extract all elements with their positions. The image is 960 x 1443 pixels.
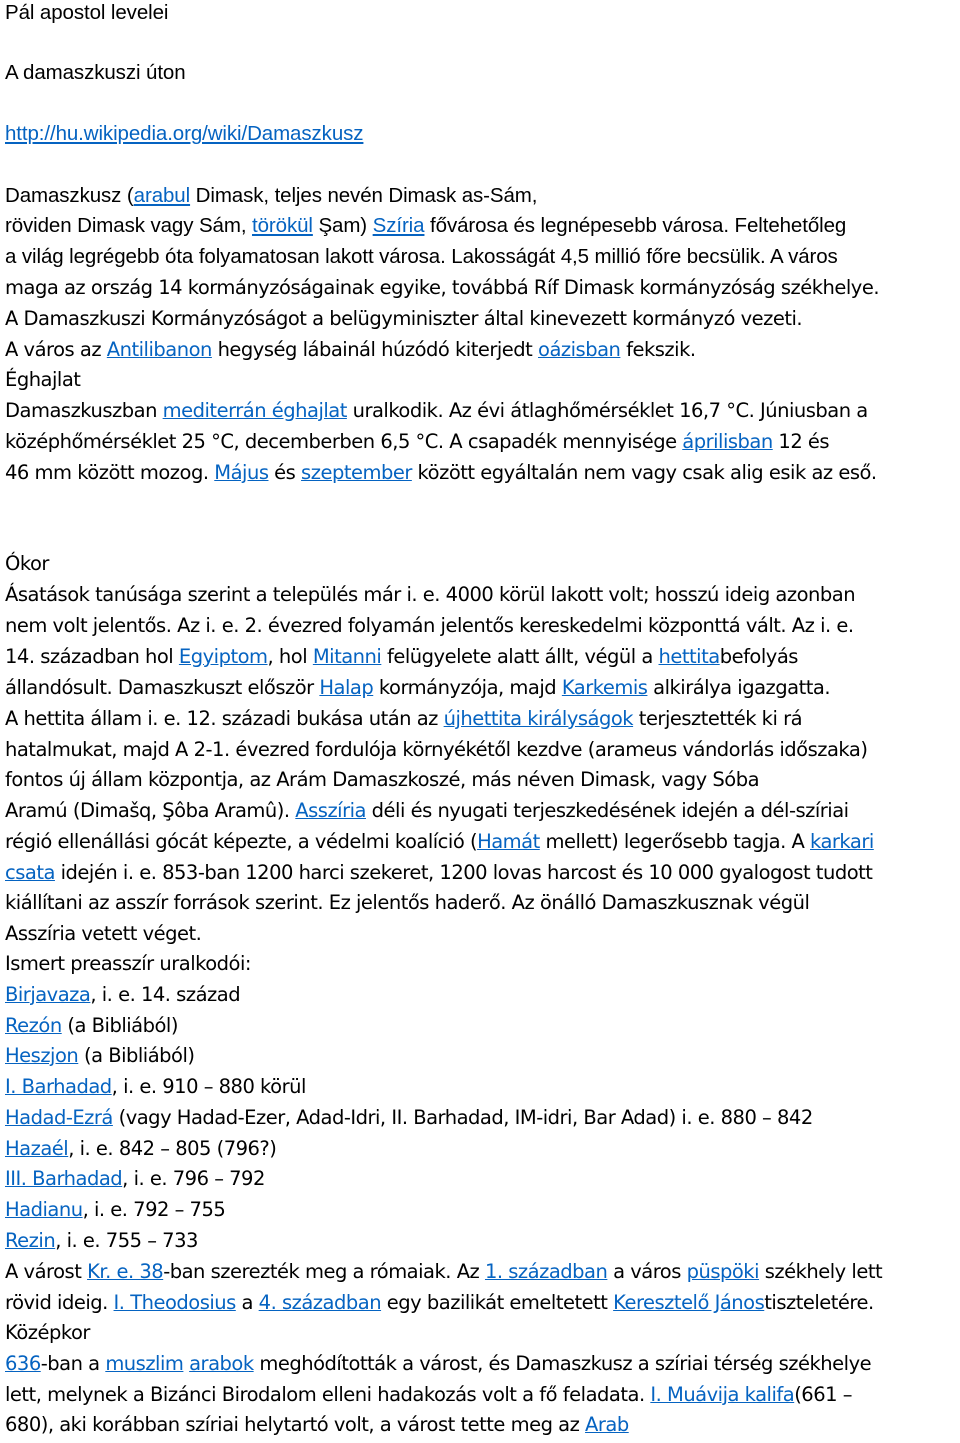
text-segment: röviden Dimask vagy Sám, bbox=[5, 214, 253, 237]
hyperlink[interactable]: Rezin bbox=[5, 1229, 56, 1252]
text-segment: egy bazilikát emeltetett bbox=[381, 1291, 614, 1314]
text-line bbox=[5, 0, 168, 26]
text-segment: (a Bibliából) bbox=[78, 1044, 195, 1067]
text-line bbox=[5, 706, 802, 732]
hyperlink[interactable]: Karkemis bbox=[561, 676, 648, 699]
text-segment: Ókor bbox=[5, 552, 49, 575]
text-segment: , hol bbox=[267, 645, 313, 668]
hyperlink[interactable]: http://hu.wikipedia.org/wiki/Damaszkusz bbox=[5, 122, 364, 145]
hyperlink[interactable]: püspöki bbox=[686, 1260, 760, 1283]
text-segment: fekszik. bbox=[620, 338, 696, 361]
text-segment: a világ legrégebb óta folyamatosan lakott városa. Lakosságát 4,5 millió főre becsülik. A város bbox=[5, 245, 838, 268]
hyperlink[interactable]: Egyiptom bbox=[178, 645, 268, 668]
hyperlink[interactable]: 4. században bbox=[258, 1291, 382, 1314]
text-segment: -ban a bbox=[40, 1352, 106, 1375]
text-segment: kormányzója, majd bbox=[373, 676, 562, 699]
text-segment: középhőmérséklet 25 °C, decemberben 6,5 °C. A csapadék mennyisége bbox=[5, 430, 683, 453]
text-line bbox=[5, 798, 849, 824]
hyperlink[interactable]: oázisban bbox=[538, 338, 621, 361]
text-segment: meghódították a várost, és Damaszkusz a szíriai térség székhelye bbox=[253, 1352, 872, 1375]
hyperlink[interactable]: áprilisban bbox=[682, 430, 773, 453]
hyperlink[interactable]: muszlim bbox=[105, 1352, 184, 1375]
hyperlink[interactable]: törökül bbox=[252, 214, 313, 237]
text-segment: rövid ideig. bbox=[5, 1291, 114, 1314]
hyperlink[interactable]: Hamát bbox=[477, 830, 540, 853]
hyperlink[interactable]: III. Barhadad bbox=[5, 1167, 123, 1190]
text-segment: régió ellenállási gócát képezte, a védelmi koalíció ( bbox=[5, 830, 478, 853]
text-line bbox=[5, 1074, 306, 1100]
text-segment: állandósult. Damaszkuszt először bbox=[5, 676, 320, 699]
text-segment: Ásatások tanúsága szerint a település már i. e. 4000 körül lakott volt; hosszú ideig azonban bbox=[5, 583, 856, 606]
text-segment: , i. e. 842 – 805 (796?) bbox=[68, 1137, 277, 1160]
text-segment: Aramú (Dimašq, Şôba Aramû). bbox=[5, 799, 296, 822]
text-segment: A város az bbox=[5, 338, 107, 361]
text-line bbox=[5, 275, 879, 301]
text-segment: hatalmukat, majd A 2-1. évezred fordulója környékétől kezdve (arameus vándorlás időszaka) bbox=[5, 738, 868, 761]
text-line bbox=[5, 951, 251, 977]
hyperlink[interactable]: szeptember bbox=[301, 461, 412, 484]
text-segment: , i. e. 792 – 755 bbox=[82, 1198, 226, 1221]
text-line bbox=[5, 890, 809, 916]
text-segment: , i. e. 755 – 733 bbox=[55, 1229, 198, 1252]
text-segment: A várost bbox=[5, 1260, 88, 1283]
text-line bbox=[5, 1013, 178, 1039]
text-segment: Pál apostol levelei bbox=[5, 1, 169, 24]
hyperlink[interactable]: arabok bbox=[189, 1352, 254, 1375]
text-segment: maga az ország 14 kormányzóságainak egyike, továbbá Ríf Dimask kormányzóság székhelye. bbox=[5, 276, 880, 299]
hyperlink[interactable]: arabul bbox=[133, 184, 191, 207]
text-segment: idején i. e. 853-ban 1200 harci szekeret, 1200 lovas harcost és 10 000 gyalogost tudott bbox=[54, 861, 873, 884]
text-segment: hegység lábainál húzódó kiterjedt bbox=[211, 338, 539, 361]
text-segment: Dimask, teljes nevén Dimask as-Sám, bbox=[190, 184, 538, 207]
text-segment: -ban szerezték meg a rómaiak. Az bbox=[163, 1260, 485, 1283]
text-line bbox=[5, 429, 829, 455]
text-line bbox=[5, 121, 363, 147]
text-line bbox=[5, 613, 854, 639]
text-line bbox=[5, 213, 846, 239]
hyperlink[interactable]: Arab bbox=[585, 1413, 629, 1436]
hyperlink[interactable]: Asszíria bbox=[295, 799, 366, 822]
text-segment: , i. e. 796 – 792 bbox=[122, 1167, 265, 1190]
text-segment: uralkodik. Az évi átlaghőmérséklet 16,7 °C. Júniusban a bbox=[346, 399, 868, 422]
text-segment: kiállítani az asszír források szerint. Ez jelentős haderő. Az önálló Damaszkusznak végül bbox=[5, 891, 810, 914]
hyperlink[interactable]: 636 bbox=[5, 1352, 41, 1375]
text-segment: nem volt jelentős. Az i. e. 2. évezred folyamán jelentős kereskedelmi központtá vált. Az i. e. bbox=[5, 614, 854, 637]
text-segment: székhely lett bbox=[759, 1260, 883, 1283]
text-line bbox=[5, 460, 877, 486]
text-segment: Şam) bbox=[312, 214, 373, 237]
hyperlink[interactable]: Rezón bbox=[5, 1014, 62, 1037]
text-segment: A damaszkuszi úton bbox=[5, 61, 186, 84]
hyperlink[interactable]: Hadianu bbox=[5, 1198, 83, 1221]
text-line bbox=[5, 582, 855, 608]
text-segment: 12 és bbox=[772, 430, 830, 453]
hyperlink[interactable]: I. Barhadad bbox=[5, 1075, 112, 1098]
text-segment: 680), aki korábban szíriai helytartó volt, a várost tette meg az bbox=[5, 1413, 586, 1436]
text-segment: (vagy Hadad-Ezer, Adad-Idri, II. Barhadad, IM-idri, Bar Adad) i. e. 880 – 842 bbox=[112, 1106, 813, 1129]
text-segment: között egyáltalán nem vagy csak alig esik az eső. bbox=[411, 461, 877, 484]
text-segment: befolyás bbox=[719, 645, 798, 668]
text-segment: Középkor bbox=[5, 1321, 90, 1344]
text-line bbox=[5, 1259, 882, 1285]
text-line bbox=[5, 644, 798, 670]
text-segment: Ismert preasszír uralkodói: bbox=[5, 952, 251, 975]
text-line bbox=[5, 60, 186, 86]
text-line bbox=[5, 306, 802, 332]
text-segment: Éghajlat bbox=[5, 368, 81, 391]
text-line bbox=[5, 767, 759, 793]
text-line bbox=[5, 183, 537, 209]
hyperlink[interactable]: I. Muávija kalifa bbox=[650, 1383, 795, 1406]
text-line bbox=[5, 737, 867, 763]
hyperlink[interactable]: Hadad-Ezrá bbox=[5, 1106, 113, 1129]
text-segment: terjesztették ki rá bbox=[633, 707, 803, 730]
hyperlink[interactable]: mediterrán éghajlat bbox=[162, 399, 347, 422]
hyperlink[interactable]: hettita bbox=[658, 645, 720, 668]
text-segment: alkirálya igazgatta. bbox=[647, 676, 831, 699]
text-segment: déli és nyugati terjeszkedésének idején a dél-szíriai bbox=[365, 799, 849, 822]
hyperlink[interactable]: Május bbox=[214, 461, 269, 484]
hyperlink[interactable]: Keresztelő János bbox=[613, 1291, 765, 1314]
hyperlink[interactable]: 1. században bbox=[484, 1260, 608, 1283]
text-segment: Damaszkuszban bbox=[5, 399, 163, 422]
text-line bbox=[5, 1136, 276, 1162]
text-segment: és bbox=[268, 461, 302, 484]
text-segment: fontos új állam központja, az Arám Damaszkoszé, más néven Dimask, vagy Sóba bbox=[5, 768, 760, 791]
text-segment: Asszíria vetett véget. bbox=[5, 922, 202, 945]
hyperlink[interactable]: Szíria bbox=[372, 214, 425, 237]
text-segment: (a Bibliából) bbox=[61, 1014, 178, 1037]
hyperlink[interactable]: újhettita királyságok bbox=[443, 707, 634, 730]
text-line bbox=[5, 398, 868, 424]
text-segment: felügyelete alatt állt, végül a bbox=[381, 645, 659, 668]
text-line bbox=[5, 1351, 871, 1377]
hyperlink[interactable]: Halap bbox=[319, 676, 374, 699]
text-segment: a bbox=[235, 1291, 259, 1314]
text-segment: fővárosa és legnépesebb városa. Feltehetőleg bbox=[424, 214, 847, 237]
text-segment: (661 – bbox=[794, 1383, 852, 1406]
text-line bbox=[5, 551, 49, 577]
text-line bbox=[5, 1290, 874, 1316]
text-line bbox=[5, 367, 80, 393]
text-line bbox=[5, 337, 696, 363]
text-segment: 14. században hol bbox=[5, 645, 179, 668]
text-segment: a város bbox=[607, 1260, 687, 1283]
text-segment: Damaszkusz ( bbox=[5, 184, 134, 207]
text-line bbox=[5, 1320, 90, 1346]
text-line bbox=[5, 1228, 198, 1254]
hyperlink[interactable]: Birjavaza bbox=[5, 983, 91, 1006]
hyperlink[interactable]: csata bbox=[5, 861, 55, 884]
text-line bbox=[5, 982, 240, 1008]
hyperlink[interactable]: karkari bbox=[810, 830, 874, 853]
text-segment: 46 mm között mozog. bbox=[5, 461, 215, 484]
hyperlink[interactable]: Heszjon bbox=[5, 1044, 79, 1067]
text-segment: tiszteletére. bbox=[764, 1291, 874, 1314]
hyperlink[interactable]: Mitanni bbox=[312, 645, 382, 668]
hyperlink[interactable]: I. Theodosius bbox=[113, 1291, 236, 1314]
text-segment: lett, melynek a Bizánci Birodalom elleni hadakozás volt a fő feladata. bbox=[5, 1383, 651, 1406]
text-line bbox=[5, 1412, 629, 1438]
text-line bbox=[5, 829, 874, 855]
text-line bbox=[5, 860, 872, 886]
text-line bbox=[5, 921, 201, 947]
text-segment: , i. e. 14. század bbox=[90, 983, 241, 1006]
text-line bbox=[5, 1197, 225, 1223]
text-line bbox=[5, 1382, 852, 1408]
text-line bbox=[5, 675, 830, 701]
text-segment: A Damaszkuszi Kormányzóságot a belügyminiszter által kinevezett kormányzó vezeti. bbox=[5, 307, 803, 330]
text-segment: mellett) legerősebb tagja. A bbox=[539, 830, 811, 853]
hyperlink[interactable]: Hazaél bbox=[5, 1137, 69, 1160]
text-line bbox=[5, 1166, 265, 1192]
text-line bbox=[5, 244, 838, 270]
text-segment: , i. e. 910 – 880 körül bbox=[111, 1075, 306, 1098]
text-line bbox=[5, 1043, 195, 1069]
text-segment: A hettita állam i. e. 12. századi bukása után az bbox=[5, 707, 444, 730]
hyperlink[interactable]: Antilibanon bbox=[106, 338, 212, 361]
hyperlink[interactable]: Kr. e. 38 bbox=[87, 1260, 164, 1283]
text-line bbox=[5, 1105, 813, 1131]
